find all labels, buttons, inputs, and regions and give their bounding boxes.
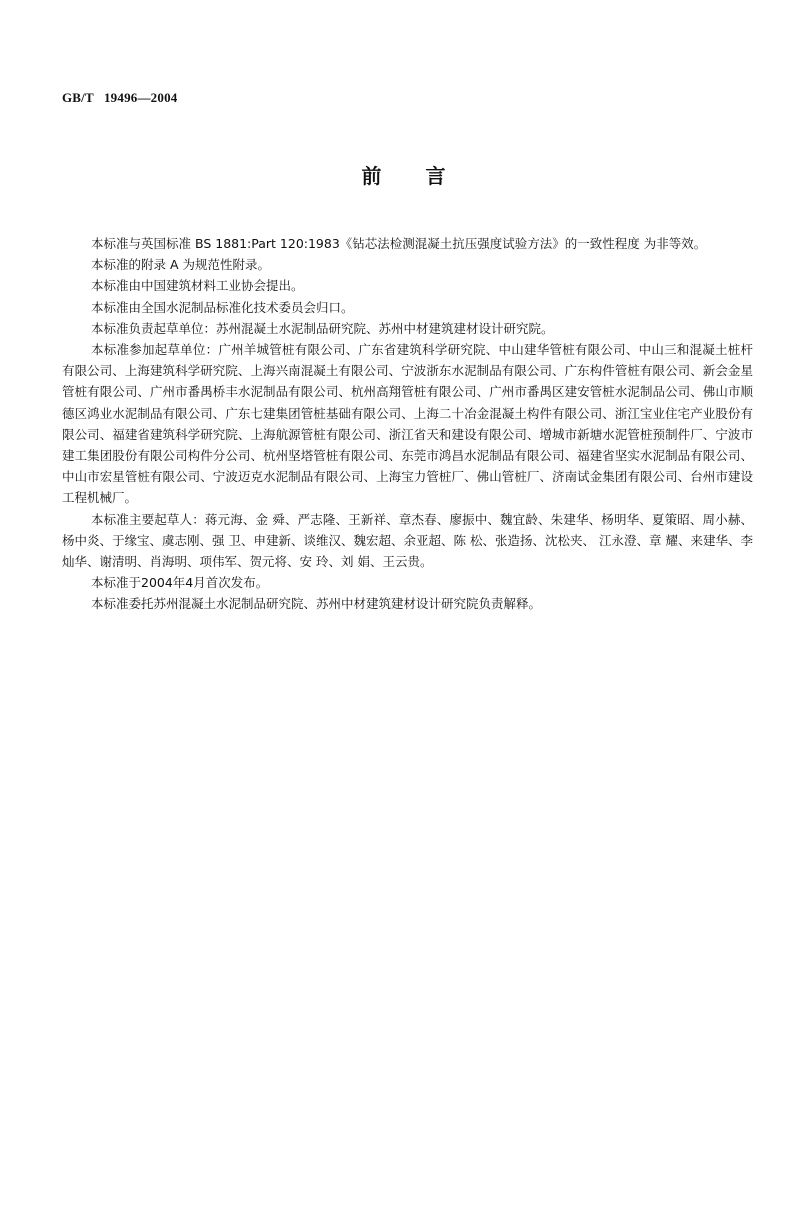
paragraph-interpretation: 本标准委托苏州混凝土水泥制品研究院、苏州中材建筑建材设计研究院负责解释。 [91,596,542,612]
paragraph-release: 本标准于2004年4月首次发布。 [91,575,269,591]
foreword-body [62,233,753,615]
paragraph-proposer: 本标准由中国建筑材料工业协会提出。 [91,278,304,294]
paragraph-lead-drafting: 本标准负责起草单位：苏州混凝土水泥制品研究院、苏州中材建筑建材设计研究院。 [91,320,554,336]
paragraph-appendix: 本标准的附录 A 为规范性附录。 [91,257,270,273]
paragraph-equivalence: 本标准与英国标准 BS 1881:Part 120:1983《钻芯法检测混凝土抗压强度试验方法》的一致性程度 为非等效。 [91,236,707,251]
standard-number: GB/T 19496—2004 [62,90,178,105]
paragraph-committee: 本标准由全国水泥制品标准化技术委员会归口。 [91,299,354,315]
page-title: 前言 [361,164,490,188]
paragraph-drafters: 本标准主要起草人：蒋元海、金 舜、严志隆、王新祥、章杰春、廖振中、魏宜龄、朱建华、杨明华、夏策昭、周小赫、杨中炎、于缘宝、虞志刚、强 卫、申建新、谈维汉、魏宏超、余亚超、陈 松、张造扬、沈松夹、 江永澄、章 耀、来建华、李灿华、谢清明、肖海明、项伟军、贺元将、安 玲、刘 娟、王云贵。 [62,511,753,570]
paragraph-participating-units: 本标准参加起草单位：广州羊城管桩有限公司、广东省建筑科学研究院、中山建华管桩有限公司、中山三和混凝土桩杆有限公司、上海建筑科学研究院、上海兴南混凝土有限公司、宁波浙东水泥制品有限公司、广东构件管桩有限公司、新会金星管桩有限公司、广州市番禺桥丰水泥制品有限公司、杭州高翔管桩有限公司、广州市番禺区建安管桩水泥制品公司、佛山市顺德区鸿业水泥制品有限公司、广东七建集团管桩基础有限公司、上海二十冶金混凝土构件有限公司、浙江宝业住宅产业股份有限公司、福建省建筑科学研究院、上海航源管桩有限公司、浙江省天和建设有限公司、增城市新塘水泥管桩预制件厂、宁波市建工集团股份有限公司构件分公司、杭州坚塔管桩有限公司、东莞市鸿昌水泥制品有限公司、福建省坚实水泥制品有限公司、中山市宏星管桩有限公司、宁波迈克水泥制品有限公司、上海宝力管桩厂、佛山管桩厂、济南试金集团有限公司、台州市建设工程机械厂。 [62,342,753,506]
